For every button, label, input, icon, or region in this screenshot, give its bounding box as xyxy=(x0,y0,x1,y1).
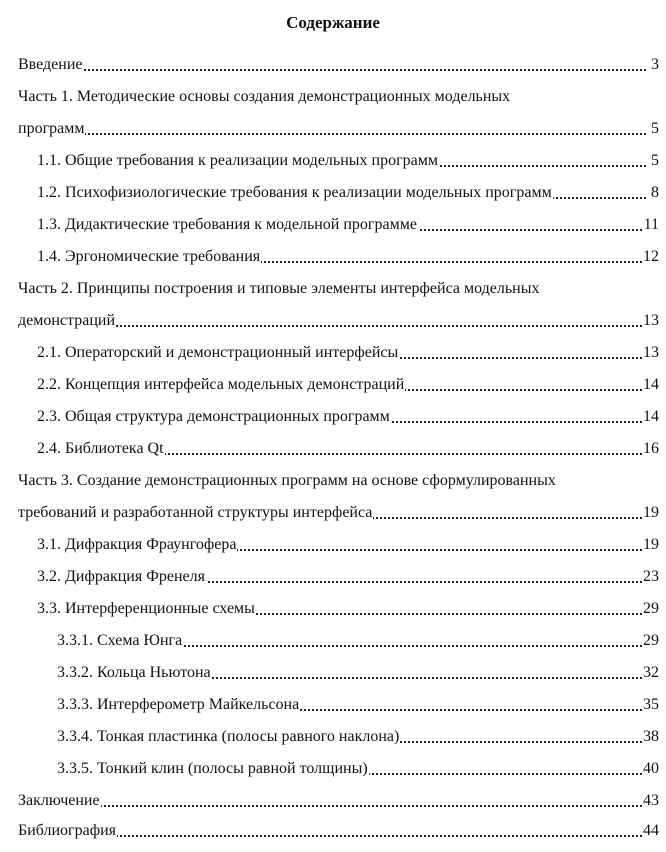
toc-entry[interactable] xyxy=(0,244,666,270)
toc-page-number: 13 xyxy=(642,340,659,366)
toc-entry[interactable] xyxy=(0,212,666,238)
toc-entry-text: Заключение xyxy=(18,788,101,814)
toc-entry[interactable] xyxy=(0,148,666,174)
toc-entry-text: 1.1. Общие требования к реализации модельных программ xyxy=(37,148,439,174)
toc-entry[interactable] xyxy=(0,532,666,558)
toc-subentry[interactable] xyxy=(0,660,666,686)
toc-entry-text: 1.3. Дидактические требования к модельной программе xyxy=(37,212,418,238)
toc-page-number: 5 xyxy=(650,116,659,142)
toc-entry-text: Часть 2. Принципы построения и типовые элементы интерфейса модельных xyxy=(18,280,540,297)
toc-page-number: 43 xyxy=(642,788,659,814)
toc-page-number: 5 xyxy=(650,148,659,174)
toc-entry-text: 2.3. Общая структура демонстрационных программ xyxy=(37,404,391,430)
toc-page-number: 29 xyxy=(642,596,659,622)
toc-page-number: 44 xyxy=(642,818,659,844)
toc-entry-text: 3.1. Дифракция Фраунгофера xyxy=(37,532,237,558)
toc-entry-part2[interactable] xyxy=(0,308,666,334)
toc-entry-text: 3.3.4. Тонкая пластинка (полосы равного наклона) xyxy=(57,724,400,750)
toc-entry[interactable] xyxy=(0,340,666,366)
dot-leader xyxy=(60,131,646,135)
dot-leader xyxy=(60,833,646,837)
toc-entry-text: 2.2. Концепция интерфейса модельных демонстраций xyxy=(37,372,405,398)
toc-page-number: 12 xyxy=(642,244,659,270)
toc-entry-conclusion[interactable] xyxy=(0,788,666,814)
dot-leader xyxy=(60,323,646,327)
toc-entry-text: 3.2. Дифракция Френеля xyxy=(37,564,206,590)
toc-entry-text: программ xyxy=(18,116,85,142)
toc-subentry[interactable] xyxy=(0,756,666,782)
toc-entry-text: Библиография xyxy=(18,818,117,844)
toc-page-number: 19 xyxy=(642,500,659,526)
toc-entry[interactable] xyxy=(0,596,666,622)
toc-entry-bibliography[interactable] xyxy=(0,818,666,844)
toc-page-number: 16 xyxy=(642,436,659,462)
toc-subentry[interactable] xyxy=(0,628,666,654)
toc-entry-text: 3.3.5. Тонкий клин (полосы равной толщины) xyxy=(57,756,369,782)
toc-page-number: 32 xyxy=(642,660,659,686)
toc-part-heading[interactable] xyxy=(0,84,666,110)
toc-entry-text: 1.4. Эргономические требования xyxy=(37,244,261,270)
dot-leader xyxy=(60,67,646,71)
toc-entry[interactable] xyxy=(0,564,666,590)
toc-entry-text: 3.3.3. Интерферометр Майкельсона xyxy=(57,692,300,718)
toc-page-number: 38 xyxy=(642,724,659,750)
toc-page-number: 29 xyxy=(642,628,659,654)
toc-subentry[interactable] xyxy=(0,724,666,750)
toc-page-number: 14 xyxy=(642,404,659,430)
toc-page-number: 23 xyxy=(642,564,659,590)
toc-entry-text: 3.3.2. Кольца Ньютона xyxy=(57,660,212,686)
document-title: Содержание xyxy=(286,13,380,32)
toc-entry-part1[interactable] xyxy=(0,116,666,142)
toc-entry[interactable] xyxy=(0,180,666,206)
toc-page-number: 40 xyxy=(642,756,659,782)
toc-part-heading[interactable] xyxy=(0,468,666,494)
toc-page-number: 35 xyxy=(642,692,659,718)
toc-entry-text: 3.3. Интерференционные схемы xyxy=(37,596,256,622)
toc-entry-text: демонстраций xyxy=(18,308,116,334)
toc-entry[interactable] xyxy=(0,404,666,430)
toc-entry-text: 1.2. Психофизиологические требования к реализации модельных программ xyxy=(37,180,553,206)
toc-entry-intro[interactable] xyxy=(0,52,666,78)
toc-entry-text: Часть 3. Создание демонстрационных программ на основе сформулированных xyxy=(18,472,556,489)
toc-entry-text: Часть 1. Методические основы создания демонстрационных модельных xyxy=(18,88,511,105)
toc-entry-text: 3.3.1. Схема Юнга xyxy=(57,628,183,654)
toc-subentry[interactable] xyxy=(0,692,666,718)
toc-entry[interactable] xyxy=(0,436,666,462)
toc-entry-text: 2.1. Операторский и демонстрационный интерфейсы xyxy=(37,340,399,366)
toc-page-number: 14 xyxy=(642,372,659,398)
toc-page-number: 3 xyxy=(650,52,659,78)
dot-leader xyxy=(60,803,646,807)
toc-page-number: 11 xyxy=(643,212,659,238)
toc-page-number: 13 xyxy=(642,308,659,334)
toc-entry-text: 2.4. Библиотека Qt xyxy=(37,436,165,462)
toc-page-number: 8 xyxy=(650,180,659,206)
toc-entry-text: требований и разработанной структуры интерфейса xyxy=(18,500,373,526)
toc-entry[interactable] xyxy=(0,372,666,398)
toc-part-heading[interactable] xyxy=(0,276,666,302)
toc-entry-part3[interactable] xyxy=(0,500,666,526)
toc-page-number: 19 xyxy=(642,532,659,558)
toc-entry-text: Введение xyxy=(18,52,84,78)
